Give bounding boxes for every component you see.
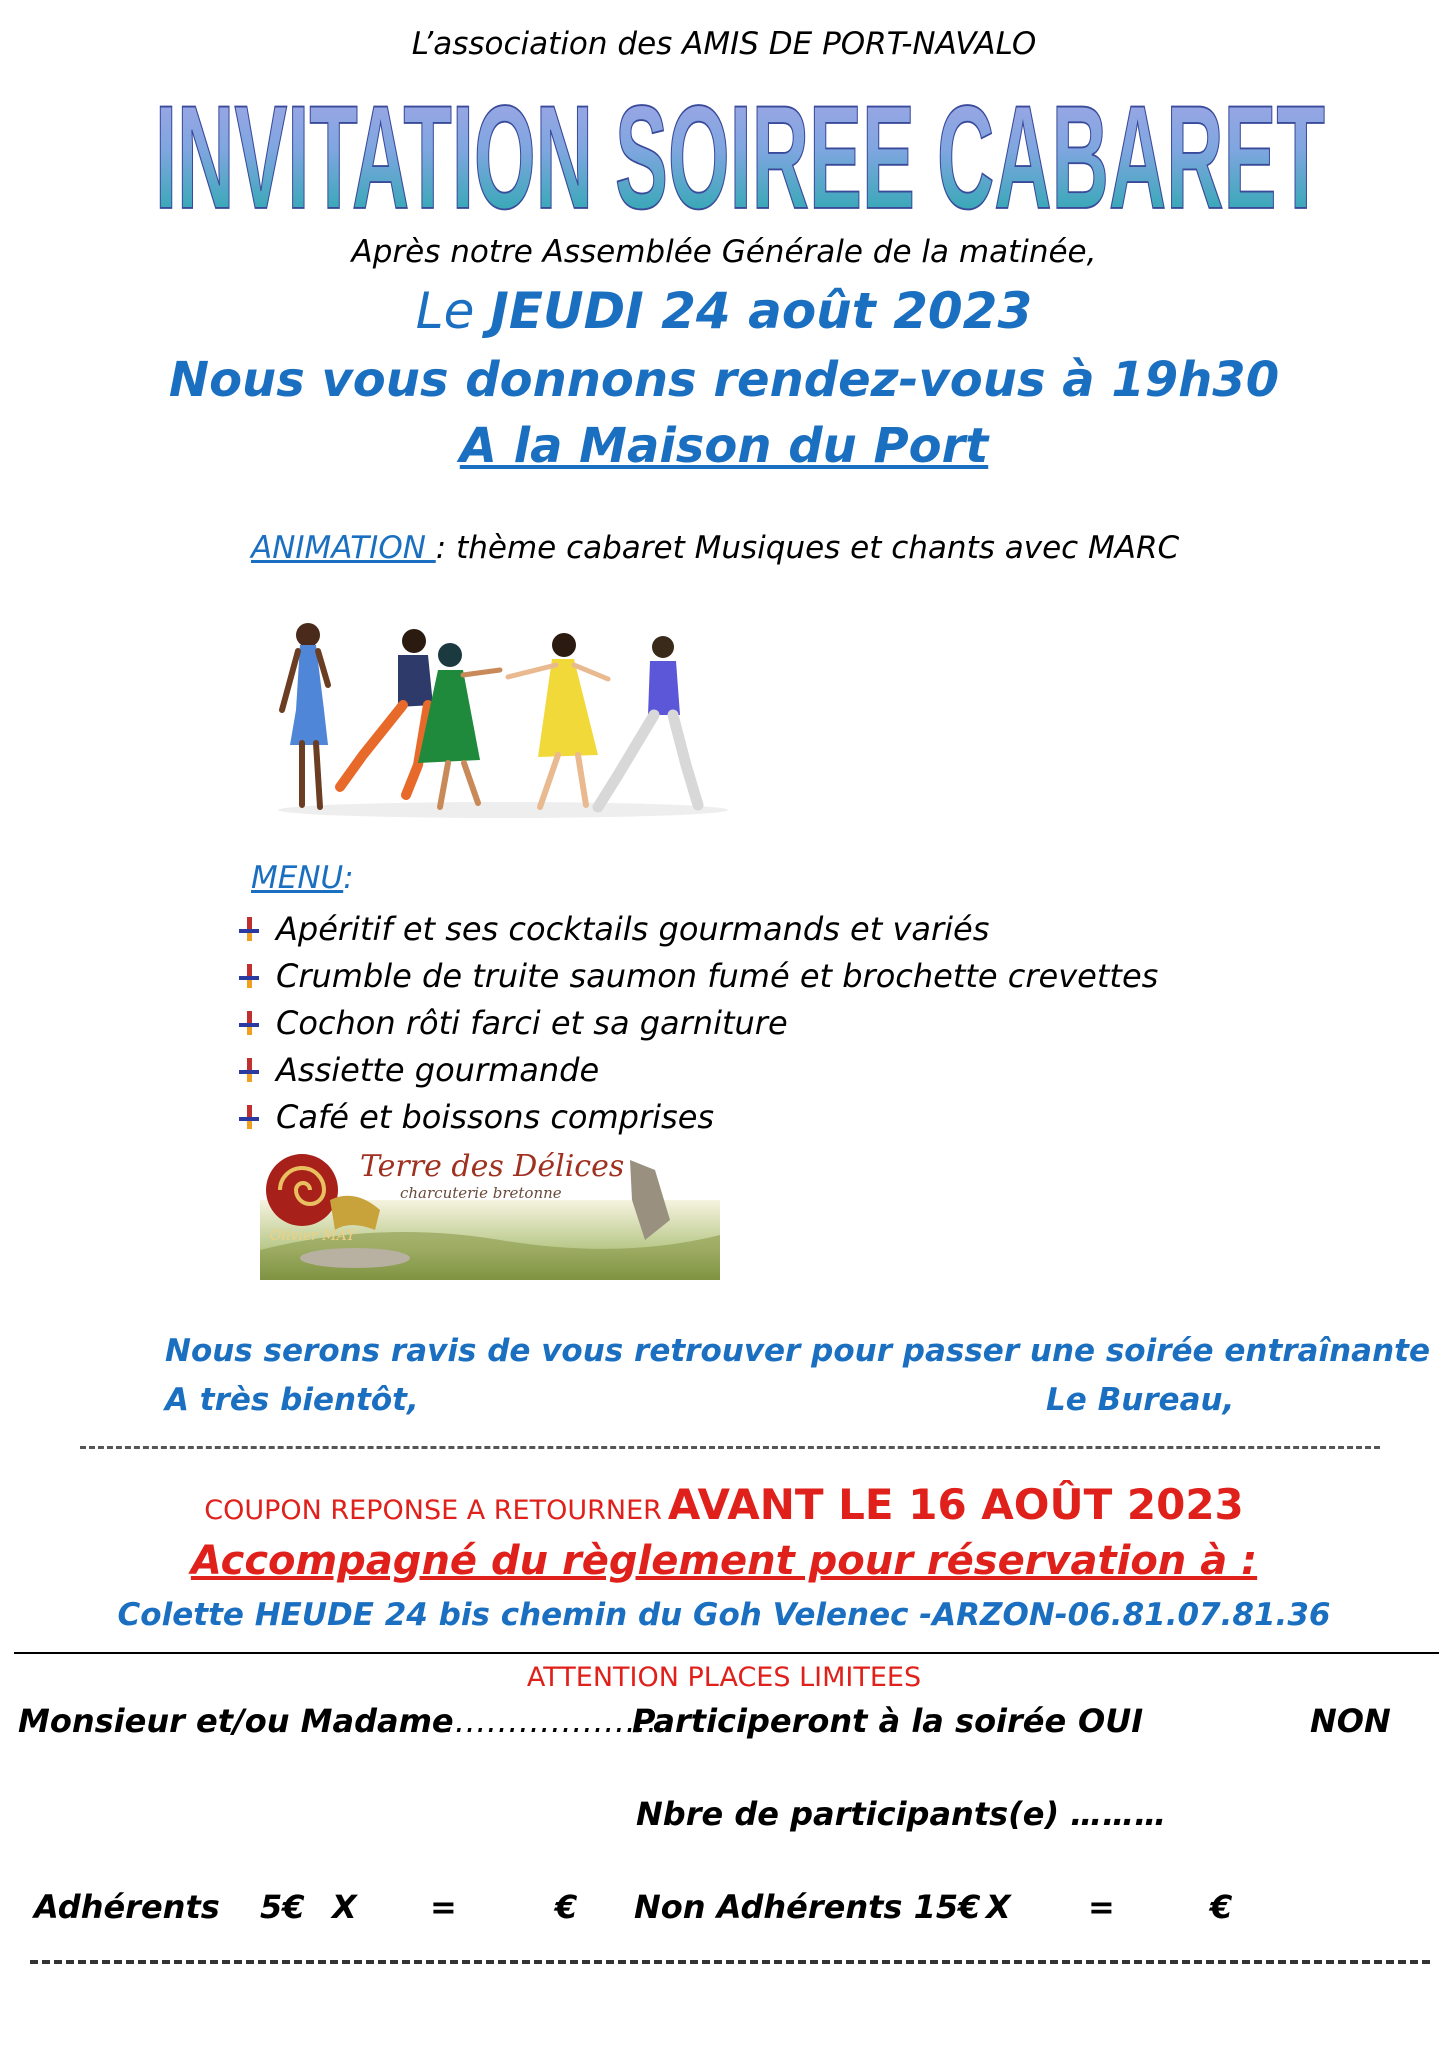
arrow-bullet-icon	[236, 962, 262, 990]
coupon-label: COUPON REPONSE A RETOURNER	[204, 1495, 662, 1526]
arrow-bullet-icon	[236, 915, 262, 943]
menu-item-text: Crumble de truite saumon fumé et brochette crevettes	[276, 956, 1159, 995]
closing-message: Nous serons ravis de vous retrouver pour passer une soirée entraînante	[165, 1333, 1431, 1369]
title-text: INVITATION SOIREE CABARET	[155, 78, 1326, 228]
dashed-separator	[80, 1446, 1380, 1449]
form-times-sign: X	[332, 1888, 357, 1926]
rendezvous-time: Nous vous donnons rendez-vous à 19h30	[168, 352, 1280, 408]
date-prefix: Le	[415, 282, 491, 340]
form-equals-sign: =	[1088, 1888, 1115, 1926]
dancer-couple-green	[340, 629, 500, 807]
form-name-label: Monsieur et/ou Madame	[18, 1702, 454, 1740]
list-item	[236, 1093, 1158, 1140]
contact-address: Colette HEUDE 24 bis chemin du Goh Velenec -ARZON-06.81.07.81.36	[117, 1597, 1331, 1633]
menu-item-text: Apéritif et ses cocktails gourmands et variés	[276, 909, 990, 948]
payment-instruction: Accompagné du règlement pour réservation à :	[190, 1538, 1258, 1584]
event-date	[0, 282, 1448, 340]
closing-greeting: A très bientôt,	[165, 1382, 419, 1418]
date-value: JEUDI 24 août 2023	[490, 282, 1033, 340]
menu-suffix: :	[343, 860, 354, 896]
menu-item-text: Café et boissons comprises	[276, 1097, 715, 1136]
coupon-deadline: AVANT LE 16 AOÛT 2023	[667, 1480, 1244, 1529]
after-meeting-line: Après notre Assemblée Générale de la matinée,	[351, 234, 1097, 270]
animation-label: ANIMATION	[251, 530, 436, 566]
form-nonmembers-label: Non Adhérents 15€	[634, 1888, 981, 1926]
menu-heading	[251, 860, 354, 896]
association-line: L’association des AMIS DE PORT-NAVALO	[411, 26, 1037, 62]
arrow-bullet-icon	[236, 1009, 262, 1037]
animation-text: : thème cabaret Musiques et chants avec MARC	[435, 530, 1180, 566]
form-participation-label: Participeront à la soirée	[632, 1702, 1067, 1740]
form-members-label: Adhérents	[34, 1888, 220, 1926]
closing-signature: Le Bureau,	[1046, 1382, 1235, 1418]
svg-text:Terre des Délices: Terre des Délices	[360, 1149, 625, 1184]
dancer-couple-yellow	[508, 633, 698, 807]
list-item	[236, 952, 1158, 999]
form-equals-sign: =	[430, 1888, 457, 1926]
divider-line	[14, 1652, 1439, 1654]
svg-text:charcuterie bretonne: charcuterie bretonne	[400, 1184, 562, 1202]
svg-text:Olivier MAY: Olivier MAY	[270, 1228, 356, 1244]
arrow-bullet-icon	[236, 1103, 262, 1131]
form-participants-count[interactable]: Nbre de participants(e) ………	[636, 1795, 1167, 1833]
form-nonmembers-total[interactable]: €	[1210, 1888, 1233, 1926]
list-item	[236, 1046, 1158, 1093]
menu-item-text: Assiette gourmande	[276, 1050, 600, 1089]
form-option-oui[interactable]: OUI	[1078, 1702, 1144, 1740]
limited-places-notice: ATTENTION PLACES LIMITEES	[526, 1662, 922, 1693]
list-item	[236, 905, 1158, 952]
event-place: A la Maison du Port	[459, 418, 989, 474]
menu-label: MENU	[251, 860, 344, 896]
menu-item-text: Cochon rôti farci et sa garniture	[276, 1003, 788, 1042]
form-members-price: 5€	[260, 1888, 305, 1926]
dancers-illustration	[268, 615, 738, 820]
animation-line	[251, 530, 1179, 566]
form-times-sign: X	[986, 1888, 1011, 1926]
form-members-total[interactable]: €	[555, 1888, 578, 1926]
form-option-non[interactable]: NON	[1310, 1702, 1391, 1740]
coupon-heading	[0, 1480, 1448, 1529]
dashed-separator	[30, 1960, 1430, 1964]
invitation-title	[140, 78, 1340, 228]
dancer-blue-dress	[282, 623, 328, 807]
menu-list	[236, 905, 1158, 1140]
list-item	[236, 999, 1158, 1046]
arrow-bullet-icon	[236, 1056, 262, 1084]
form-name-field[interactable]: …………………	[444, 1702, 668, 1740]
caterer-logo	[260, 1140, 720, 1280]
